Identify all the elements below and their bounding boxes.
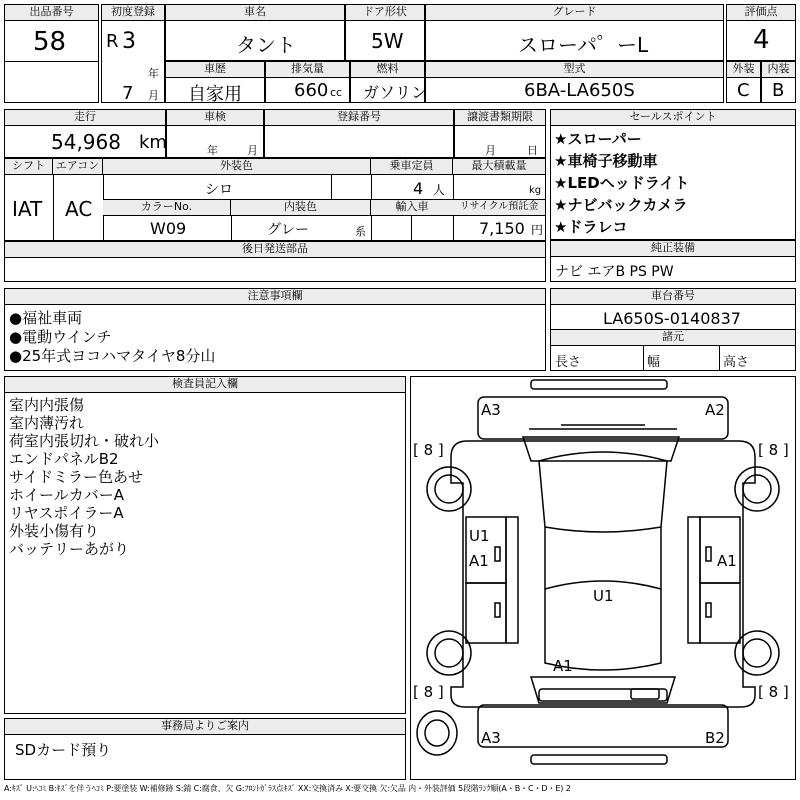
fuel-section xyxy=(350,61,428,103)
dims-label: 諸元 xyxy=(551,330,795,346)
score-section xyxy=(726,4,796,61)
ext-color-label: 外装色 xyxy=(103,159,371,175)
registration-month: 7 xyxy=(122,83,134,104)
door-section xyxy=(345,4,425,61)
sales-point-item: ★ドラレコ xyxy=(554,218,628,236)
sales-point-item: ★スローパー xyxy=(554,130,642,148)
color-number: W09 xyxy=(150,219,187,238)
damage-mark-a3-bottom-left: A3 xyxy=(481,729,501,747)
genuine-equipment: ナビ エアB PS PW xyxy=(555,264,674,280)
fuel-label: 燃料 xyxy=(351,62,424,78)
fuel: ガソリン xyxy=(363,83,428,102)
damage-mark-a1-bottom: A1 xyxy=(553,657,573,675)
height-label: 高さ xyxy=(723,355,750,370)
recycle-label: リサイクル預託金 xyxy=(453,200,545,216)
inspector-item: バッテリーあがり xyxy=(9,540,130,558)
lot-label: 出品番号 xyxy=(5,5,98,21)
recycle-amount: 7,150 xyxy=(479,219,525,238)
displacement: 660 xyxy=(294,80,329,101)
model-section xyxy=(425,61,724,103)
shift-label: シフト xyxy=(5,159,53,175)
damage-mark-b2-bottom-right: B2 xyxy=(705,729,725,747)
registration-section xyxy=(101,4,165,103)
sales-point-item: ★車椅子移動車 xyxy=(554,152,658,170)
int-color-unit: 系 xyxy=(355,225,366,238)
chassis-number: LA650S-0140837 xyxy=(603,309,741,328)
grade-label: グレード xyxy=(426,5,723,21)
transfer-section xyxy=(454,109,546,158)
ext-color: シロ xyxy=(205,182,233,198)
damage-legend: A:ｷｽﾞ U:ﾍｺﾐ B:ｷｽﾞを伴うﾍｺﾐ P:要塗装 W:補修跡 S:錆 C:腐食、欠 G:ﾌﾛﾝﾄｶﾞﾗｽ点ｷｽﾞ XX:交換済み X:要交換 欠:欠品 内・外装評価 5段階ﾗﾝｸ順(A・B・C・D・E) 2 xyxy=(4,784,571,793)
lot-number: 58 xyxy=(33,27,67,57)
damage-mark-a1-left: A1 xyxy=(469,552,489,570)
inspector-item: リヤスポイラーA xyxy=(9,504,124,522)
width-label: 幅 xyxy=(647,355,661,370)
mileage-section xyxy=(4,109,166,158)
notes-section xyxy=(4,288,546,371)
history-label: 車歴 xyxy=(166,62,264,78)
genuine-equipment-section xyxy=(550,240,796,282)
damage-mark-a2-top-right: A2 xyxy=(705,401,725,419)
shift: IAT xyxy=(12,197,43,221)
int-color: グレー xyxy=(267,222,309,238)
capacity: 4 xyxy=(413,179,424,198)
tire-depth-top-left: [ 8 ] xyxy=(413,441,444,459)
model-code: 6BA-LA650S xyxy=(524,80,635,101)
sales-point-item: ★LEDヘッドライト xyxy=(554,174,690,192)
registration-label: 初度登録 xyxy=(102,5,164,21)
int-color-label: 内装色 xyxy=(231,200,371,216)
inspector-item: ホイールカバーA xyxy=(9,486,124,504)
car-name-section xyxy=(165,4,345,61)
sales-point-item: ★ナビバックカメラ xyxy=(554,196,688,214)
office-note: SDカード預り xyxy=(15,741,112,759)
door-label: ドア形状 xyxy=(346,5,424,21)
note-item: ●電動ウインチ xyxy=(9,328,112,346)
inspector-section xyxy=(4,376,406,714)
inspector-label: 検査員記入欄 xyxy=(5,377,405,393)
recycle-unit: 円 xyxy=(531,223,544,237)
damage-mark-a1-right: A1 xyxy=(717,552,737,570)
damage-mark-u1-left: U1 xyxy=(469,527,490,545)
ext-score: C xyxy=(737,80,750,101)
sales-points-label: セールスポイント xyxy=(551,110,795,126)
car-diagram xyxy=(410,376,796,780)
chassis-section xyxy=(550,288,796,371)
grade: スローパ゜ーL xyxy=(518,33,649,57)
score-label: 評価点 xyxy=(727,5,795,21)
inspection-section xyxy=(166,109,264,158)
lot-section xyxy=(4,4,99,103)
month-unit: 月 xyxy=(148,89,159,102)
spec-block xyxy=(4,158,546,241)
capacity-unit: 人 xyxy=(433,183,446,197)
note-item: ●福祉車両 xyxy=(9,309,83,327)
import-label: 輸入車 xyxy=(371,200,453,216)
inspector-item: エンドパネルB2 xyxy=(9,450,119,468)
tire-depth-bottom-right: [ 8 ] xyxy=(758,683,789,701)
car-name-label: 車名 xyxy=(166,5,344,21)
colorno-label: カラーNo. xyxy=(103,200,231,216)
inspector-item: 荷室内張切れ・破れ小 xyxy=(9,432,160,450)
maxload-unit: kg xyxy=(529,185,542,196)
office-section xyxy=(4,718,406,780)
model-label: 型式 xyxy=(426,62,723,78)
ac: AC xyxy=(65,197,93,221)
tire-depth-top-right: [ 8 ] xyxy=(758,441,789,459)
capacity-label: 乗車定員 xyxy=(371,159,453,175)
mileage: 54,968 xyxy=(51,130,121,154)
ac-label: エアコン xyxy=(53,159,103,175)
displacement-section xyxy=(265,61,350,103)
inspection-label: 車検 xyxy=(167,110,263,126)
regno-label: 登録番号 xyxy=(265,110,453,126)
overall-score: 4 xyxy=(753,25,770,55)
year-unit: 年 xyxy=(148,67,159,80)
inspector-item: 室内内張傷 xyxy=(9,396,85,414)
chassis-label: 車台番号 xyxy=(551,289,795,305)
notes-label: 注意事項欄 xyxy=(5,289,545,305)
tire-depth-bottom-left: [ 8 ] xyxy=(413,683,444,701)
office-label: 事務局よりご案内 xyxy=(5,719,405,735)
car-name: タント xyxy=(236,33,296,57)
car-outline-diagram xyxy=(411,377,795,779)
transfer-month-unit: 月 xyxy=(485,144,496,157)
registration-year: 3 xyxy=(122,29,136,54)
inspector-item: 室内薄汚れ xyxy=(9,414,85,432)
history-section xyxy=(165,61,265,103)
maxload-label: 最大積載量 xyxy=(453,159,545,175)
transfer-day-unit: 日 xyxy=(527,144,538,157)
int-score-section xyxy=(761,61,796,103)
sales-points-section xyxy=(550,109,796,240)
note-item: ●25年式ヨコハマタイヤ8分山 xyxy=(9,347,216,365)
history: 自家用 xyxy=(188,84,242,105)
regno-section xyxy=(264,109,454,158)
int-score-label: 内装 xyxy=(762,62,795,78)
ext-score-section xyxy=(726,61,761,103)
inspection-month-unit: 月 xyxy=(247,144,258,157)
later-parts-section xyxy=(4,241,546,282)
inspector-item: サイドミラー色あせ xyxy=(9,468,143,486)
displacement-label: 排気量 xyxy=(266,62,349,78)
inspector-item: 外装小傷有り xyxy=(9,522,100,540)
mileage-label: 走行 xyxy=(5,110,165,126)
length-label: 長さ xyxy=(555,355,582,370)
mileage-unit: km xyxy=(139,132,167,153)
ext-score-label: 外装 xyxy=(727,62,760,78)
damage-mark-a3-top-left: A3 xyxy=(481,401,501,419)
transfer-label: 譲渡書類期限 xyxy=(455,110,545,126)
inspection-year-unit: 年 xyxy=(207,144,218,157)
registration-era: R xyxy=(106,31,119,52)
grade-section xyxy=(425,4,724,61)
door-type: 5W xyxy=(371,29,404,53)
later-parts-label: 後日発送部品 xyxy=(5,242,545,258)
genuine-equipment-label: 純正装備 xyxy=(551,241,795,257)
int-score: B xyxy=(772,80,785,101)
damage-mark-u1-center: U1 xyxy=(593,587,614,605)
displacement-unit: cc xyxy=(330,86,343,99)
